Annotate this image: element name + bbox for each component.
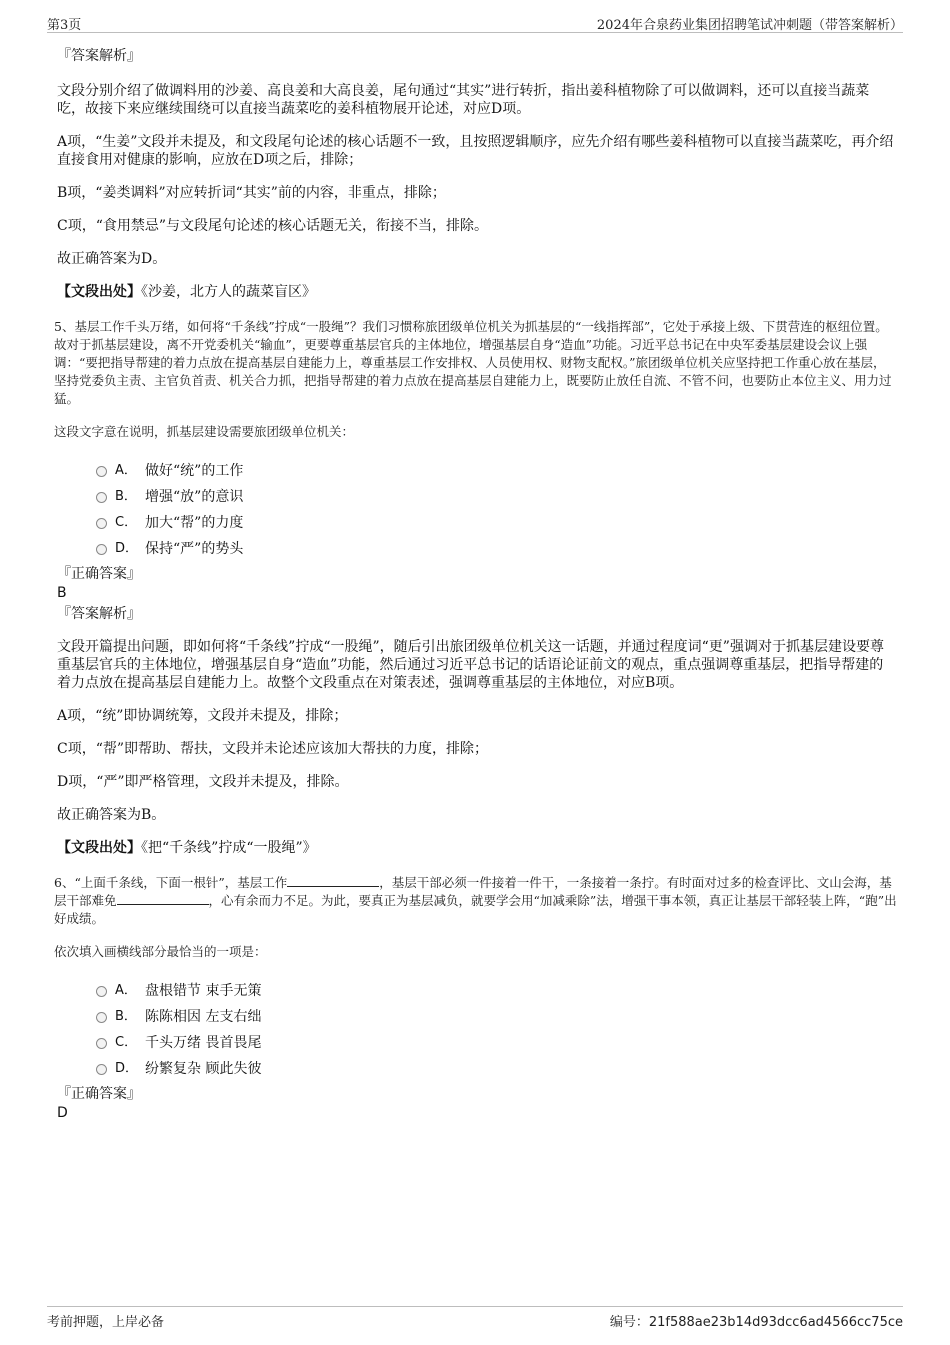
radio-icon[interactable] [96, 492, 107, 503]
radio-icon[interactable] [96, 1064, 107, 1075]
option-d[interactable]: D． 保持“严”的势头 [57, 536, 897, 562]
radio-icon[interactable] [96, 466, 107, 477]
analysis-paragraph: 故正确答案为B。 [57, 807, 166, 823]
option-b[interactable]: B． 陈陈相因 左支右绌 [57, 1004, 897, 1030]
option-a[interactable]: A． 做好“统”的工作 [57, 458, 897, 484]
serial-number: 编号：21f588ae23b14d93dcc6ad4566cc75ce [609, 1315, 903, 1330]
document-title: 2024年合泉药业集团招聘笔试冲刺题（带答案解析） [596, 18, 903, 33]
page-content [54, 44, 897, 1122]
fill-blank-1[interactable] [287, 874, 379, 887]
source-label: 【文段出处】 [57, 284, 141, 300]
radio-icon[interactable] [96, 1038, 107, 1049]
option-list [57, 978, 897, 1082]
analysis-paragraph: A项，“统”即协调统筹，文段并未提及，排除； [57, 708, 348, 724]
source-label: 【文段出处】 [57, 840, 141, 856]
option-a[interactable]: A． 盘根错节 束手无策 [57, 978, 897, 1004]
analysis-paragraph: 文段开篇提出问题，即如何将“千条线”拧成“一股绳”，随后引出旅团级单位机关这一话题，并通过程度词“更”强调对于抓基层建设要尊重基层官兵的主体地位，增强基层自身“造血”功能，然后通过习近平总书记的话语论证前文的观点，重点强调尊重基层，把指导帮建的着力点放在提高基层自建能力上。故整个文段重点在对策表述，强调尊重基层的主体地位，对应B项。 [57, 639, 884, 691]
source-line [57, 838, 897, 858]
analysis-paragraph: B项，“姜类调料”对应转折词“其实”前的内容，非重点，排除； [57, 185, 446, 201]
option-c[interactable]: C． 千头万绪 畏首畏尾 [57, 1030, 897, 1056]
radio-icon[interactable] [96, 544, 107, 555]
page-header [47, 12, 903, 33]
answer-label: 『正确答案』 [57, 566, 141, 582]
source-line [57, 282, 897, 302]
radio-icon[interactable] [96, 986, 107, 997]
source-title: 《把“千条线”拧成“一股绳”》 [141, 840, 317, 856]
analysis-paragraph: C项，“食用禁忌”与文段尾句论述的核心话题无关，衔接不当，排除。 [57, 218, 489, 234]
question-prompt: 依次填入画横线部分最恰当的一项是： [54, 944, 267, 959]
analysis-paragraph: C项，“帮”即帮助、帮扶，文段并未论述应该加大帮扶的力度，排除； [57, 741, 489, 757]
analysis-label: 『答案解析』 [57, 606, 141, 622]
option-c[interactable]: C． 加大“帮”的力度 [57, 510, 897, 536]
analysis-paragraph: D项，“严”即严格管理，文段并未提及，排除。 [57, 774, 349, 790]
option-list [57, 458, 897, 562]
question-prompt: 这段文字意在说明，抓基层建设需要旅团级单位机关： [54, 424, 355, 439]
answer-label: 『正确答案』 [57, 1086, 141, 1102]
question-stem: 6、“上面千条线，下面一根针”，基层工作 ，基层干部必须一件接着一件干，一条接着一条拧。有时面对过多的检查评比、文山会海，基层干部难免 ，心有余而力不足。为此，要真正为基层减负，就要学会用“加减乘除”法，增强干事本领，真正让基层干部轻装上阵，“跑”出好成绩。 [54, 875, 897, 926]
source-title: 《沙姜，北方人的蔬菜盲区》 [141, 284, 316, 300]
radio-icon[interactable] [96, 518, 107, 529]
analysis-paragraph: 文段分别介绍了做调料用的沙姜、高良姜和大高良姜，尾句通过“其实”进行转折，指出姜科植物除了可以做调料，还可以直接当蔬菜吃，故接下来应继续围绕可以直接当蔬菜吃的姜科植物展开论述，对应D项。 [57, 83, 870, 117]
option-d[interactable]: D． 纷繁复杂 顾此失彼 [57, 1056, 897, 1082]
fill-blank-2[interactable] [117, 892, 209, 905]
page-number: 第3页 [47, 18, 82, 33]
footer-slogan: 考前押题，上岸必备 [47, 1315, 165, 1330]
option-b[interactable]: B． 增强“放”的意识 [57, 484, 897, 510]
answer-value: B [57, 585, 67, 601]
analysis-paragraph: 故正确答案为D。 [57, 251, 167, 267]
analysis-label: 『答案解析』 [57, 48, 141, 64]
analysis-paragraph: A项，“生姜”文段并未提及，和文段尾句论述的核心话题不一致，且按照逻辑顺序，应先介绍有哪些姜科植物可以直接当蔬菜吃，再介绍直接食用对健康的影响，应放在D项之后，排除； [57, 134, 894, 168]
question-stem: 5、基层工作千头万绪，如何将“千条线”拧成“一股绳”？我们习惯称旅团级单位机关为抓基层的“一线指挥部”，它处于承接上级、下贯营连的枢纽位置。故对于抓基层建设，离不开党委机关“输血”，更要尊重基层官兵的主体地位，增强基层自身“造血”功能。习近平总书记在中央军委基层建设会议上强调：“要把指导帮建的着力点放在提高基层自建能力上，尊重基层工作安排权、人员使用权、财物支配权。”旅团级单位机关应坚持把工作重心放在基层，坚持党委负主责、主官负首责、机关合力抓，把指导帮建的着力点放在提高基层自建能力上，既要防止放任自流、不管不问，也要防止本位主义、用力过猛。 [54, 319, 892, 406]
answer-value: D [57, 1105, 68, 1121]
radio-icon[interactable] [96, 1012, 107, 1023]
page-footer [47, 1306, 903, 1329]
